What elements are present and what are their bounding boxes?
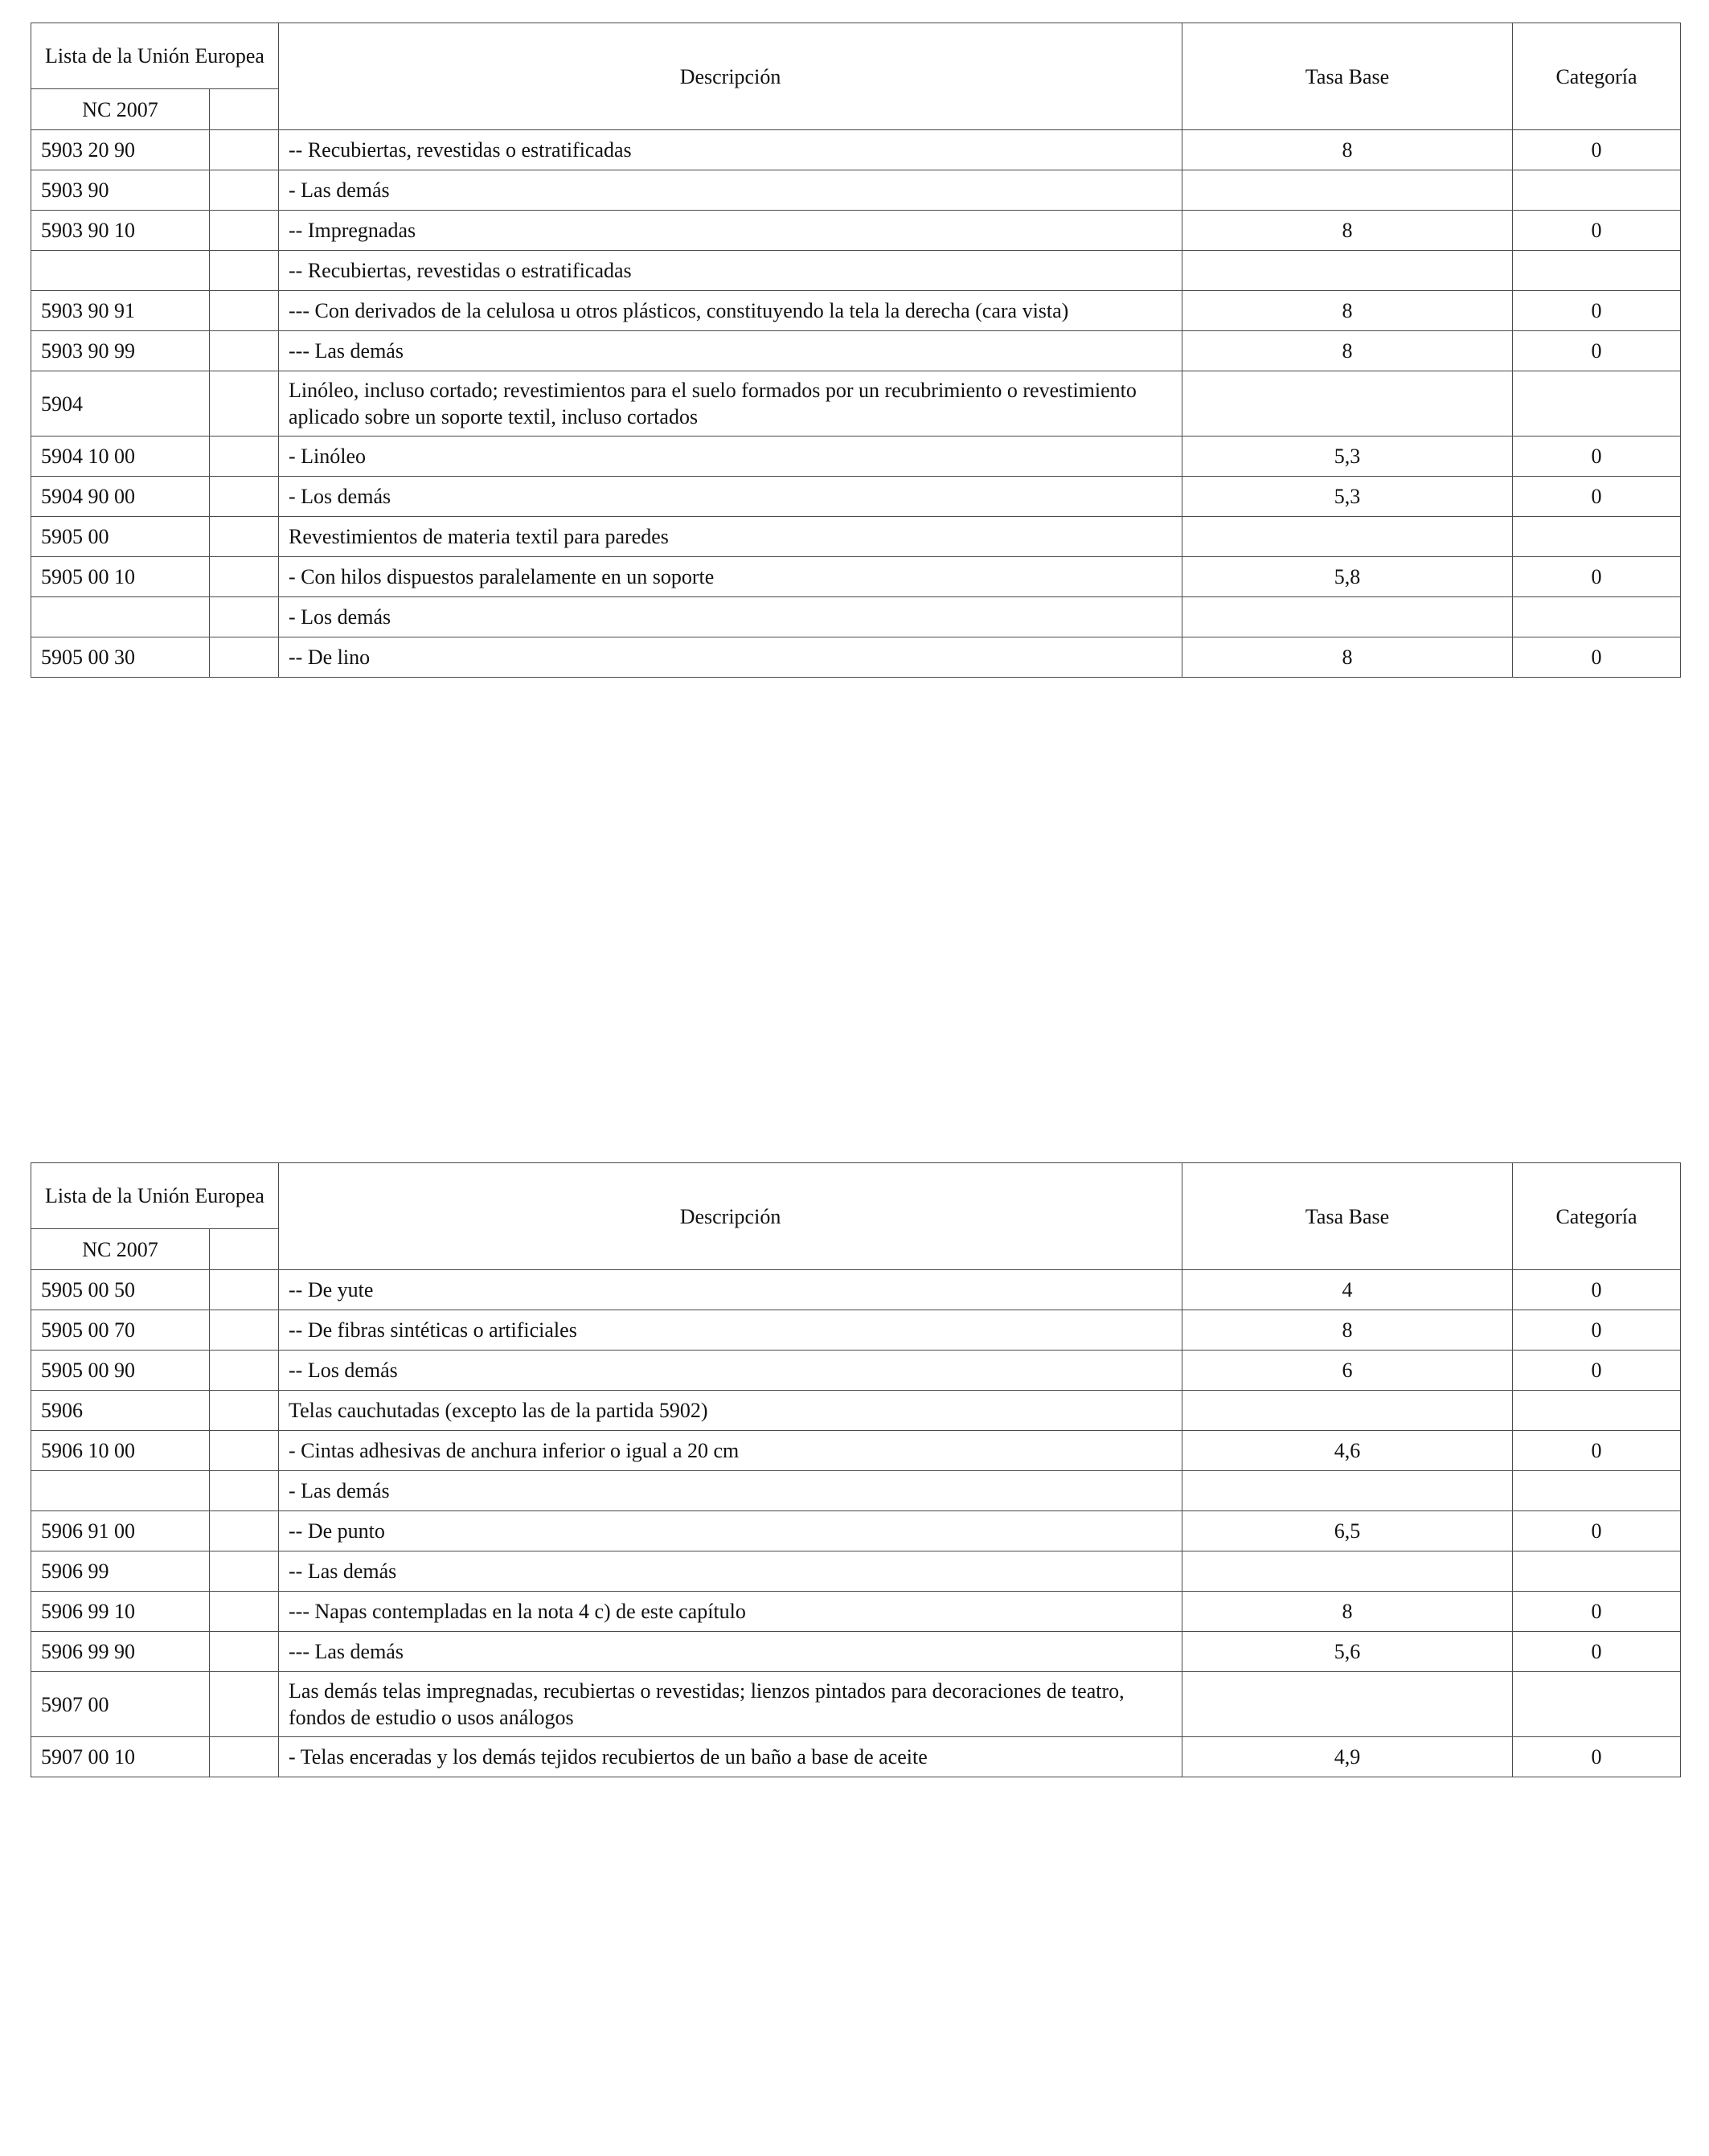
rate-cell: 8 [1182,211,1513,251]
code-cell: 5905 00 10 [31,557,210,597]
category-cell: 0 [1513,1511,1681,1551]
description-header: Descripción [279,23,1182,130]
code-cell: 5905 00 30 [31,637,210,678]
description-header: Descripción [279,1163,1182,1270]
category-header: Categoría [1513,23,1681,130]
category-cell: 0 [1513,1632,1681,1672]
rate-cell: 4,9 [1182,1737,1513,1777]
code-cell: 5904 [31,371,210,437]
description-cell: Revestimientos de materia textil para paredes [279,517,1182,557]
rate-cell: 5,6 [1182,1632,1513,1672]
empty-cell [210,1511,279,1551]
empty-cell [210,291,279,331]
empty-cell [210,1431,279,1471]
rate-cell: 5,8 [1182,557,1513,597]
rate-cell: 8 [1182,291,1513,331]
code-cell: 5906 99 90 [31,1632,210,1672]
description-cell: -- De lino [279,637,1182,678]
description-cell: - Cintas adhesivas de anchura inferior o igual a 20 cm [279,1431,1182,1471]
rate-cell: 8 [1182,130,1513,170]
category-cell [1513,170,1681,211]
empty-cell [210,130,279,170]
table-row [31,291,1681,331]
code-cell: 5906 99 [31,1551,210,1592]
empty-cell [210,170,279,211]
description-cell: - Los demás [279,477,1182,517]
empty-cell [210,1632,279,1672]
nc-header: NC 2007 [31,89,210,130]
code-cell: 5906 [31,1391,210,1431]
code-cell [31,251,210,291]
empty-cell [210,1270,279,1310]
table-row [31,1351,1681,1391]
category-cell [1513,1471,1681,1511]
empty-cell [210,437,279,477]
rate-cell [1182,1672,1513,1737]
description-cell: -- Recubiertas, revestidas o estratificadas [279,251,1182,291]
category-cell [1513,1672,1681,1737]
description-cell: --- Con derivados de la celulosa u otros plásticos, constituyendo la tela la derecha (cara vista) [279,291,1182,331]
rate-cell [1182,371,1513,437]
table-row [31,1391,1681,1431]
rate-cell: 6,5 [1182,1511,1513,1551]
list-header: Lista de la Unión Europea [31,23,279,89]
code-cell: 5906 10 00 [31,1431,210,1471]
table-row [31,371,1681,437]
code-cell: 5905 00 70 [31,1310,210,1351]
empty-cell [210,1592,279,1632]
code-cell: 5904 10 00 [31,437,210,477]
empty-cell [210,1351,279,1391]
description-cell: Linóleo, incluso cortado; revestimientos para el suelo formados por un recubrimiento o revestimiento aplicado sobre un soporte textil, incluso cortados [279,371,1182,437]
table-row [31,1592,1681,1632]
category-cell [1513,251,1681,291]
empty-cell [210,1672,279,1737]
table-row [31,477,1681,517]
code-cell: 5904 90 00 [31,477,210,517]
category-cell: 0 [1513,1431,1681,1471]
empty-cell [210,1471,279,1511]
table-row [31,437,1681,477]
code-cell [31,1471,210,1511]
empty-header-cell [210,89,279,130]
rate-cell: 6 [1182,1351,1513,1391]
category-cell: 0 [1513,477,1681,517]
table-row [31,170,1681,211]
rate-cell [1182,1391,1513,1431]
category-cell: 0 [1513,1737,1681,1777]
category-header: Categoría [1513,1163,1681,1270]
category-cell: 0 [1513,637,1681,678]
code-cell: 5906 91 00 [31,1511,210,1551]
description-cell: -- De punto [279,1511,1182,1551]
description-cell: --- Las demás [279,1632,1182,1672]
rate-cell: 5,3 [1182,437,1513,477]
rate-cell: 8 [1182,637,1513,678]
code-cell: 5907 00 [31,1672,210,1737]
description-cell: Las demás telas impregnadas, recubiertas o revestidas; lienzos pintados para decoraciones de teatro, fondos de estudio o usos análogos [279,1672,1182,1737]
code-cell: 5903 90 99 [31,331,210,371]
category-cell [1513,371,1681,437]
empty-cell [210,1737,279,1777]
category-cell [1513,517,1681,557]
category-cell: 0 [1513,557,1681,597]
empty-cell [210,557,279,597]
table-row [31,331,1681,371]
category-cell: 0 [1513,1592,1681,1632]
description-cell: -- De yute [279,1270,1182,1310]
empty-cell [210,517,279,557]
category-cell: 0 [1513,130,1681,170]
table-row [31,637,1681,678]
empty-cell [210,331,279,371]
code-cell [31,597,210,637]
list-header: Lista de la Unión Europea [31,1163,279,1229]
description-cell: - Con hilos dispuestos paralelamente en un soporte [279,557,1182,597]
rate-cell: 8 [1182,1592,1513,1632]
description-cell: - Telas enceradas y los demás tejidos recubiertos de un baño a base de aceite [279,1737,1182,1777]
category-cell: 0 [1513,1351,1681,1391]
category-cell: 0 [1513,1270,1681,1310]
empty-cell [210,1551,279,1592]
description-cell: - Linóleo [279,437,1182,477]
rate-cell [1182,517,1513,557]
table-row [31,251,1681,291]
table-row [31,1310,1681,1351]
table-row [31,1270,1681,1310]
table-row [31,1632,1681,1672]
category-cell [1513,597,1681,637]
empty-cell [210,1310,279,1351]
empty-cell [210,477,279,517]
empty-cell [210,1391,279,1431]
description-cell: -- Impregnadas [279,211,1182,251]
empty-cell [210,637,279,678]
empty-cell [210,597,279,637]
code-cell: 5903 90 [31,170,210,211]
rate-cell [1182,597,1513,637]
table-row [31,597,1681,637]
description-cell: - Las demás [279,170,1182,211]
code-cell: 5906 99 10 [31,1592,210,1632]
table-row [31,211,1681,251]
rate-cell: 8 [1182,1310,1513,1351]
category-cell: 0 [1513,291,1681,331]
table-row [31,1431,1681,1471]
code-cell: 5903 90 91 [31,291,210,331]
table-row [31,557,1681,597]
description-cell: -- Los demás [279,1351,1182,1391]
description-cell: --- Napas contempladas en la nota 4 c) de este capítulo [279,1592,1182,1632]
table-row [31,1551,1681,1592]
rate-cell [1182,251,1513,291]
code-cell: 5903 20 90 [31,130,210,170]
category-cell: 0 [1513,1310,1681,1351]
rate-cell [1182,1471,1513,1511]
rate-cell: 4,6 [1182,1431,1513,1471]
table-row [31,517,1681,557]
tariff-table-2 [31,1162,1681,1777]
description-cell: -- Las demás [279,1551,1182,1592]
description-cell: - Las demás [279,1471,1182,1511]
description-cell: -- De fibras sintéticas o artificiales [279,1310,1182,1351]
description-cell: --- Las demás [279,331,1182,371]
table-row [31,1471,1681,1511]
tariff-table-1 [31,23,1681,678]
empty-header-cell [210,1229,279,1270]
rate-header: Tasa Base [1182,23,1513,130]
empty-cell [210,251,279,291]
category-cell [1513,1391,1681,1431]
code-cell: 5905 00 [31,517,210,557]
table-row [31,1511,1681,1551]
rate-cell [1182,1551,1513,1592]
empty-cell [210,211,279,251]
category-cell: 0 [1513,211,1681,251]
nc-header: NC 2007 [31,1229,210,1270]
code-cell: 5905 00 90 [31,1351,210,1391]
rate-header: Tasa Base [1182,1163,1513,1270]
rate-cell: 4 [1182,1270,1513,1310]
category-cell [1513,1551,1681,1592]
description-cell: - Los demás [279,597,1182,637]
description-cell: Telas cauchutadas (excepto las de la partida 5902) [279,1391,1182,1431]
code-cell: 5905 00 50 [31,1270,210,1310]
code-cell: 5907 00 10 [31,1737,210,1777]
rate-cell: 5,3 [1182,477,1513,517]
category-cell: 0 [1513,331,1681,371]
table-row [31,1737,1681,1777]
table-row [31,1672,1681,1737]
rate-cell [1182,170,1513,211]
code-cell: 5903 90 10 [31,211,210,251]
category-cell: 0 [1513,437,1681,477]
empty-cell [210,371,279,437]
table-row [31,130,1681,170]
description-cell: -- Recubiertas, revestidas o estratificadas [279,130,1182,170]
rate-cell: 8 [1182,331,1513,371]
